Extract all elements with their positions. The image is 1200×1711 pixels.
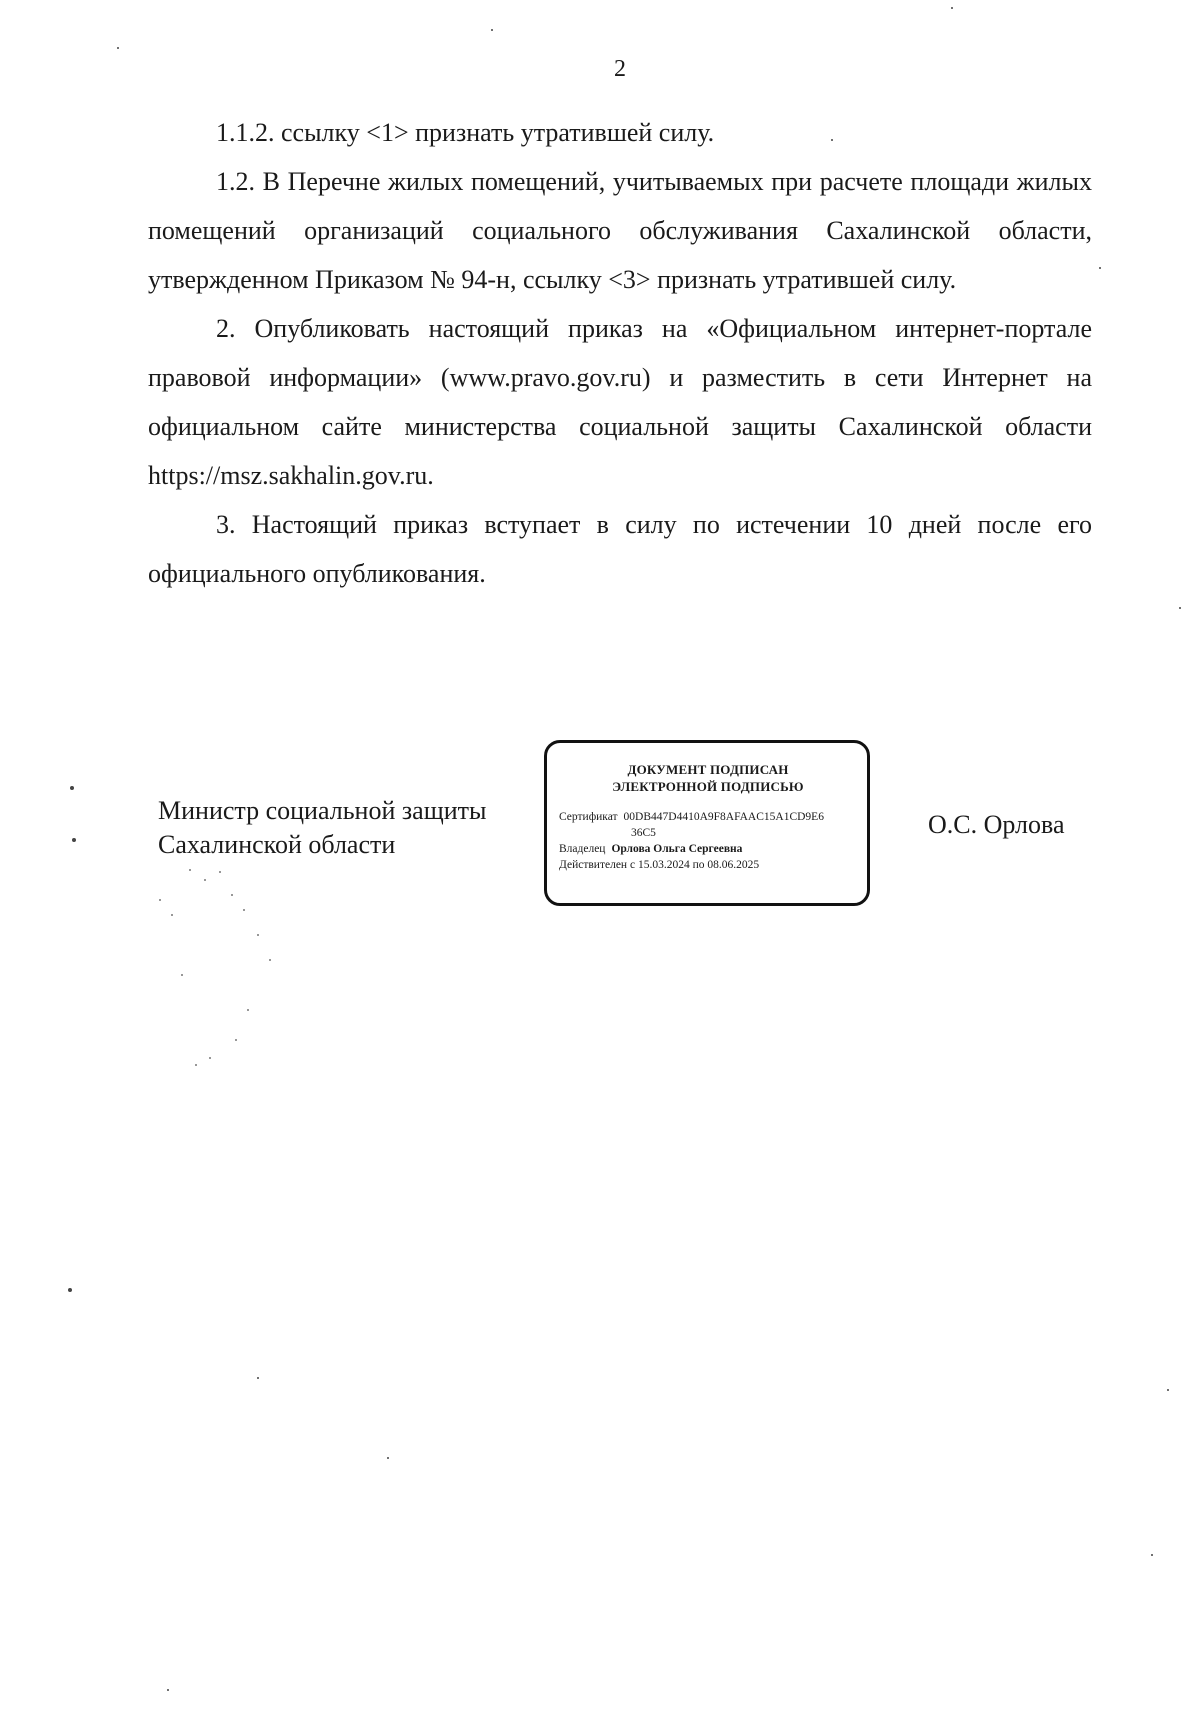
paragraph-1-2: 1.2. В Перечне жилых помещений, учитываемых при расчете площади жилых помещений организаций социального обслуживания Сахалинской области, утвержденном Приказом № 94-н, ссылку <3> признать утратившей силу.	[148, 167, 1092, 294]
paragraph-2: 2. Опубликовать настоящий приказ на «Официальном интернет-портале правовой информации» (www.pravo.gov.ru) и разместить в сети Интернет на официальном сайте министерства социальной защиты Сахалинской области https://msz.sakhalin.gov.ru.	[148, 314, 1092, 490]
stamp-title-line-2: ЭЛЕКТРОННОЙ ПОДПИСЬЮ	[612, 779, 804, 794]
stamp-owner-value: Орлова Ольга Сергеевна	[611, 843, 743, 855]
stamp-certificate-value: 00DB447D4410A9F8AFAAC15A1CD9E6	[623, 811, 824, 823]
page-number: 2	[614, 56, 626, 82]
signatory-name: О.С. Орлова	[928, 810, 1065, 839]
stamp-certificate-label: Сертификат	[559, 811, 618, 823]
signatory-position-line-1: Министр социальной защиты	[158, 796, 487, 825]
paragraph-3: 3. Настоящий приказ вступает в силу по истечении 10 дней после его официального опубликования.	[148, 510, 1092, 588]
paragraph-1-1-2: 1.1.2. ссылку <1> признать утратившей силу.	[216, 118, 715, 147]
stamp-owner-label: Владелец	[559, 843, 606, 855]
stamp-certificate-value-cont: 36C5	[631, 827, 656, 839]
signatory-position-line-2: Сахалинской области	[158, 830, 396, 859]
stamp-title-line-1: ДОКУМЕНТ ПОДПИСАН	[627, 762, 789, 777]
stamp-validity: Действителен с 15.03.2024 по 08.06.2025	[559, 859, 760, 871]
